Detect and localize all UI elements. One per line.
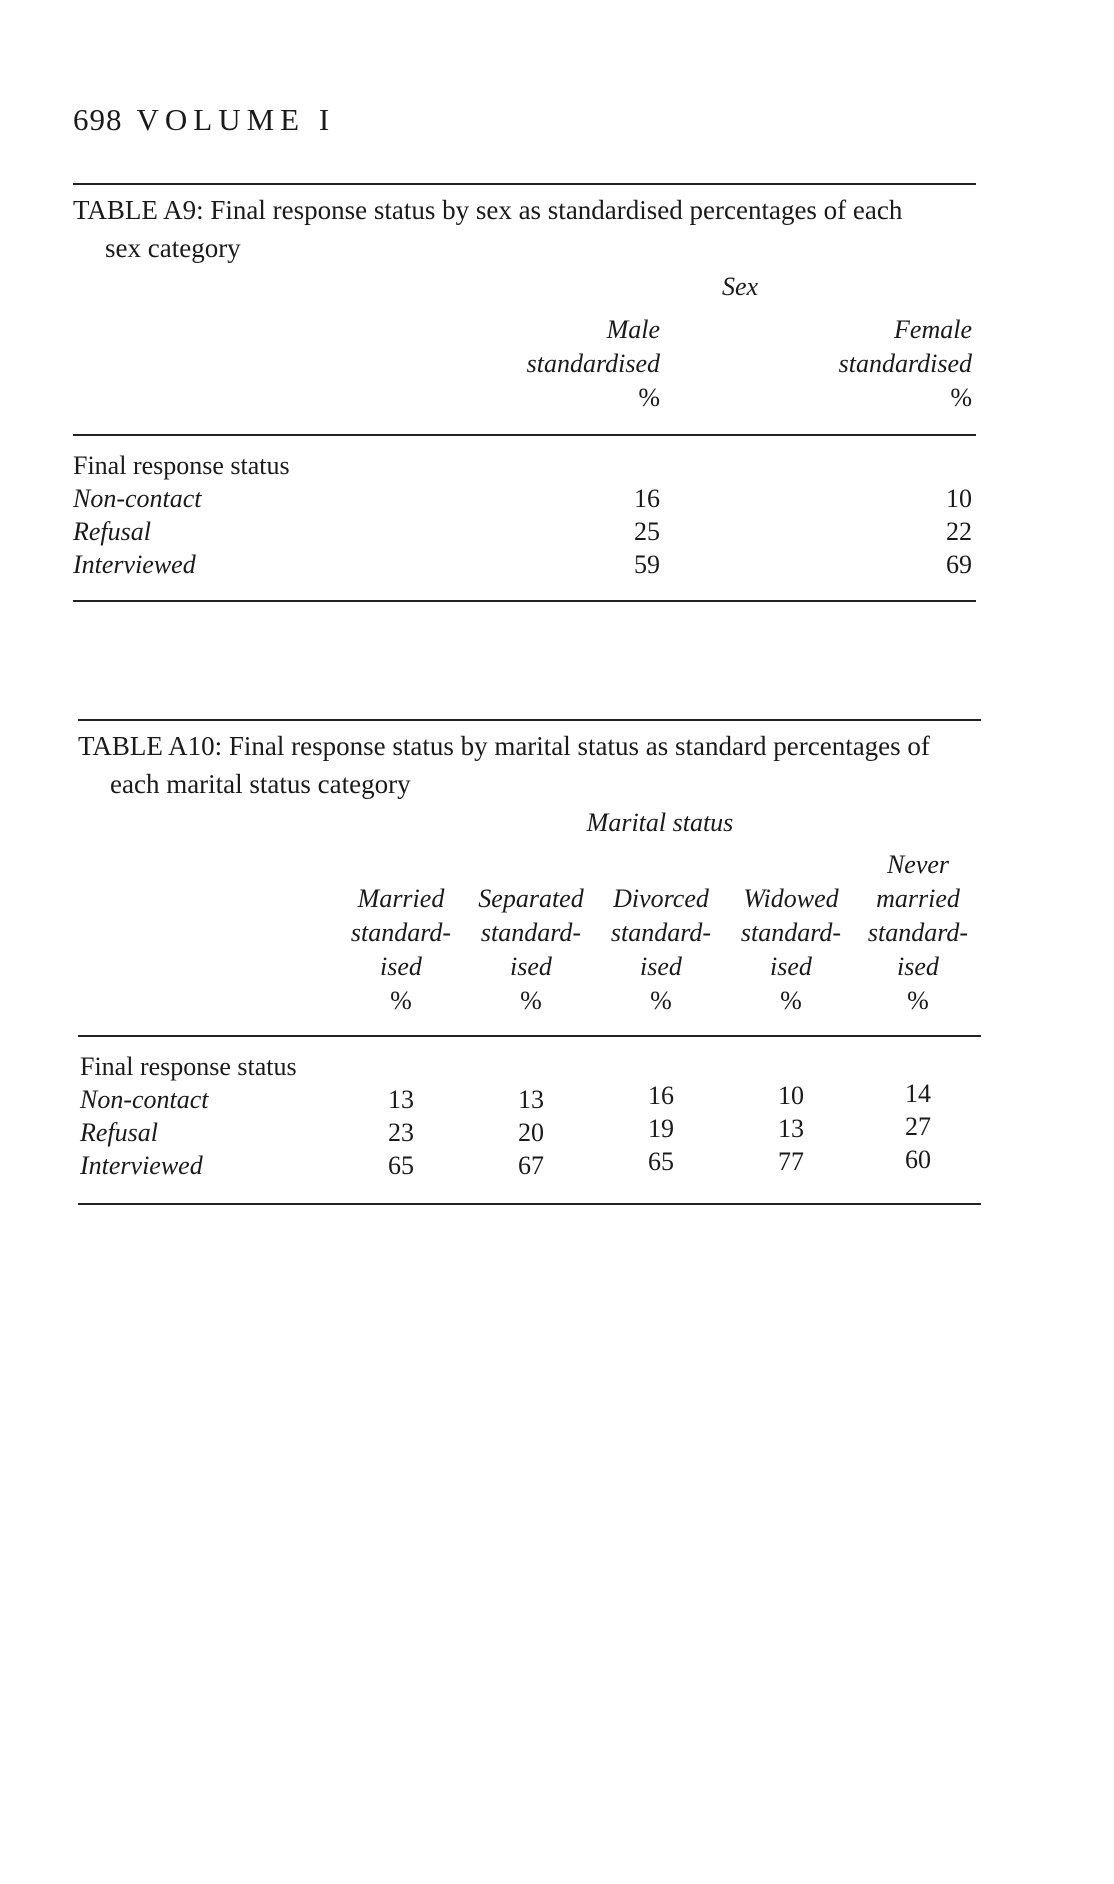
table-a10-row-label: Non-contact bbox=[80, 1085, 209, 1114]
table-a9-stub bbox=[73, 449, 290, 581]
table-cell: 25 bbox=[634, 517, 660, 546]
table-a10-col-never-married-heading: Never married standard- ised % bbox=[867, 850, 969, 1015]
table-a10-caption-line1: Final response status by marital status as standard percentages of bbox=[228, 731, 930, 761]
table-a10-caption bbox=[78, 727, 1008, 803]
table-a10-row-label: Interviewed bbox=[80, 1151, 203, 1180]
table-cell: 69 bbox=[946, 550, 972, 579]
table-cell: 13 bbox=[778, 1114, 804, 1143]
table-a9-col-female-heading: Female standardised % bbox=[838, 315, 972, 412]
table-cell: 20 bbox=[518, 1118, 544, 1147]
table-a9-row-label: Non-contact bbox=[73, 484, 202, 513]
table-a10-stub-heading: Final response status bbox=[80, 1052, 297, 1081]
table-cell: 10 bbox=[778, 1081, 804, 1110]
table-cell: 10 bbox=[946, 484, 972, 513]
table-a10-spanner: Marital status bbox=[586, 808, 734, 837]
table-a9-male-values bbox=[600, 482, 660, 581]
table-a9-label: TABLE A9: bbox=[73, 195, 204, 225]
table-a10-label: TABLE A10: bbox=[78, 731, 223, 761]
table-a9-caption-line2: sex category bbox=[105, 233, 241, 263]
table-a10-col-separated-heading: Separated standard- ised % bbox=[478, 884, 584, 1015]
table-cell: 27 bbox=[905, 1112, 931, 1141]
table-a9-caption-line1: Final response status by sex as standardised percentages of each bbox=[210, 195, 903, 225]
table-a10-caption-line2: each marital status category bbox=[110, 769, 411, 799]
table-a9-top-rule bbox=[73, 183, 976, 185]
table-a10-separated-values bbox=[496, 1083, 566, 1182]
table-a10-header-rule bbox=[78, 1035, 981, 1037]
table-a10-stub bbox=[80, 1050, 297, 1182]
table-cell: 19 bbox=[648, 1114, 674, 1143]
table-a10-top-rule bbox=[78, 719, 981, 721]
running-header bbox=[73, 102, 335, 138]
table-cell: 13 bbox=[518, 1085, 544, 1114]
table-cell: 67 bbox=[518, 1151, 544, 1180]
table-cell: 22 bbox=[946, 517, 972, 546]
table-a9-female-values bbox=[912, 482, 972, 581]
table-a10-col-married-heading: Married standard- ised % bbox=[350, 884, 452, 1015]
table-cell: 16 bbox=[634, 484, 660, 513]
table-cell: 65 bbox=[648, 1147, 674, 1176]
table-cell: 60 bbox=[905, 1145, 931, 1174]
table-a9-stub-heading: Final response status bbox=[73, 451, 290, 480]
table-cell: 65 bbox=[388, 1151, 414, 1180]
table-a9-row-label: Refusal bbox=[73, 517, 151, 546]
table-a9-spanner: Sex bbox=[721, 272, 759, 301]
table-a10-col-widowed-heading: Widowed standard- ised % bbox=[740, 884, 842, 1015]
table-a10-divorced-values bbox=[626, 1079, 696, 1178]
table-cell: 59 bbox=[634, 550, 660, 579]
table-a10-widowed-values bbox=[756, 1079, 826, 1178]
table-a9-header-rule bbox=[73, 434, 976, 436]
table-a9-caption bbox=[73, 191, 993, 267]
table-a10-married-values bbox=[366, 1083, 436, 1182]
table-a9-col-male-heading: Male standardised % bbox=[526, 315, 660, 412]
table-cell: 77 bbox=[778, 1147, 804, 1176]
page-number: 698 bbox=[73, 102, 123, 137]
table-cell: 14 bbox=[905, 1079, 931, 1108]
table-a10-row-label: Refusal bbox=[80, 1118, 158, 1147]
volume-label: VOLUME I bbox=[136, 102, 336, 137]
table-a10-col-divorced-heading: Divorced standard- ised % bbox=[610, 884, 712, 1015]
table-a9-row-label: Interviewed bbox=[73, 550, 196, 579]
table-cell: 16 bbox=[648, 1081, 674, 1110]
table-cell: 13 bbox=[388, 1085, 414, 1114]
table-a10-never-married-values bbox=[883, 1077, 953, 1176]
table-a9-bottom-rule bbox=[73, 600, 976, 602]
table-cell: 23 bbox=[388, 1118, 414, 1147]
table-a10-bottom-rule bbox=[78, 1203, 981, 1205]
